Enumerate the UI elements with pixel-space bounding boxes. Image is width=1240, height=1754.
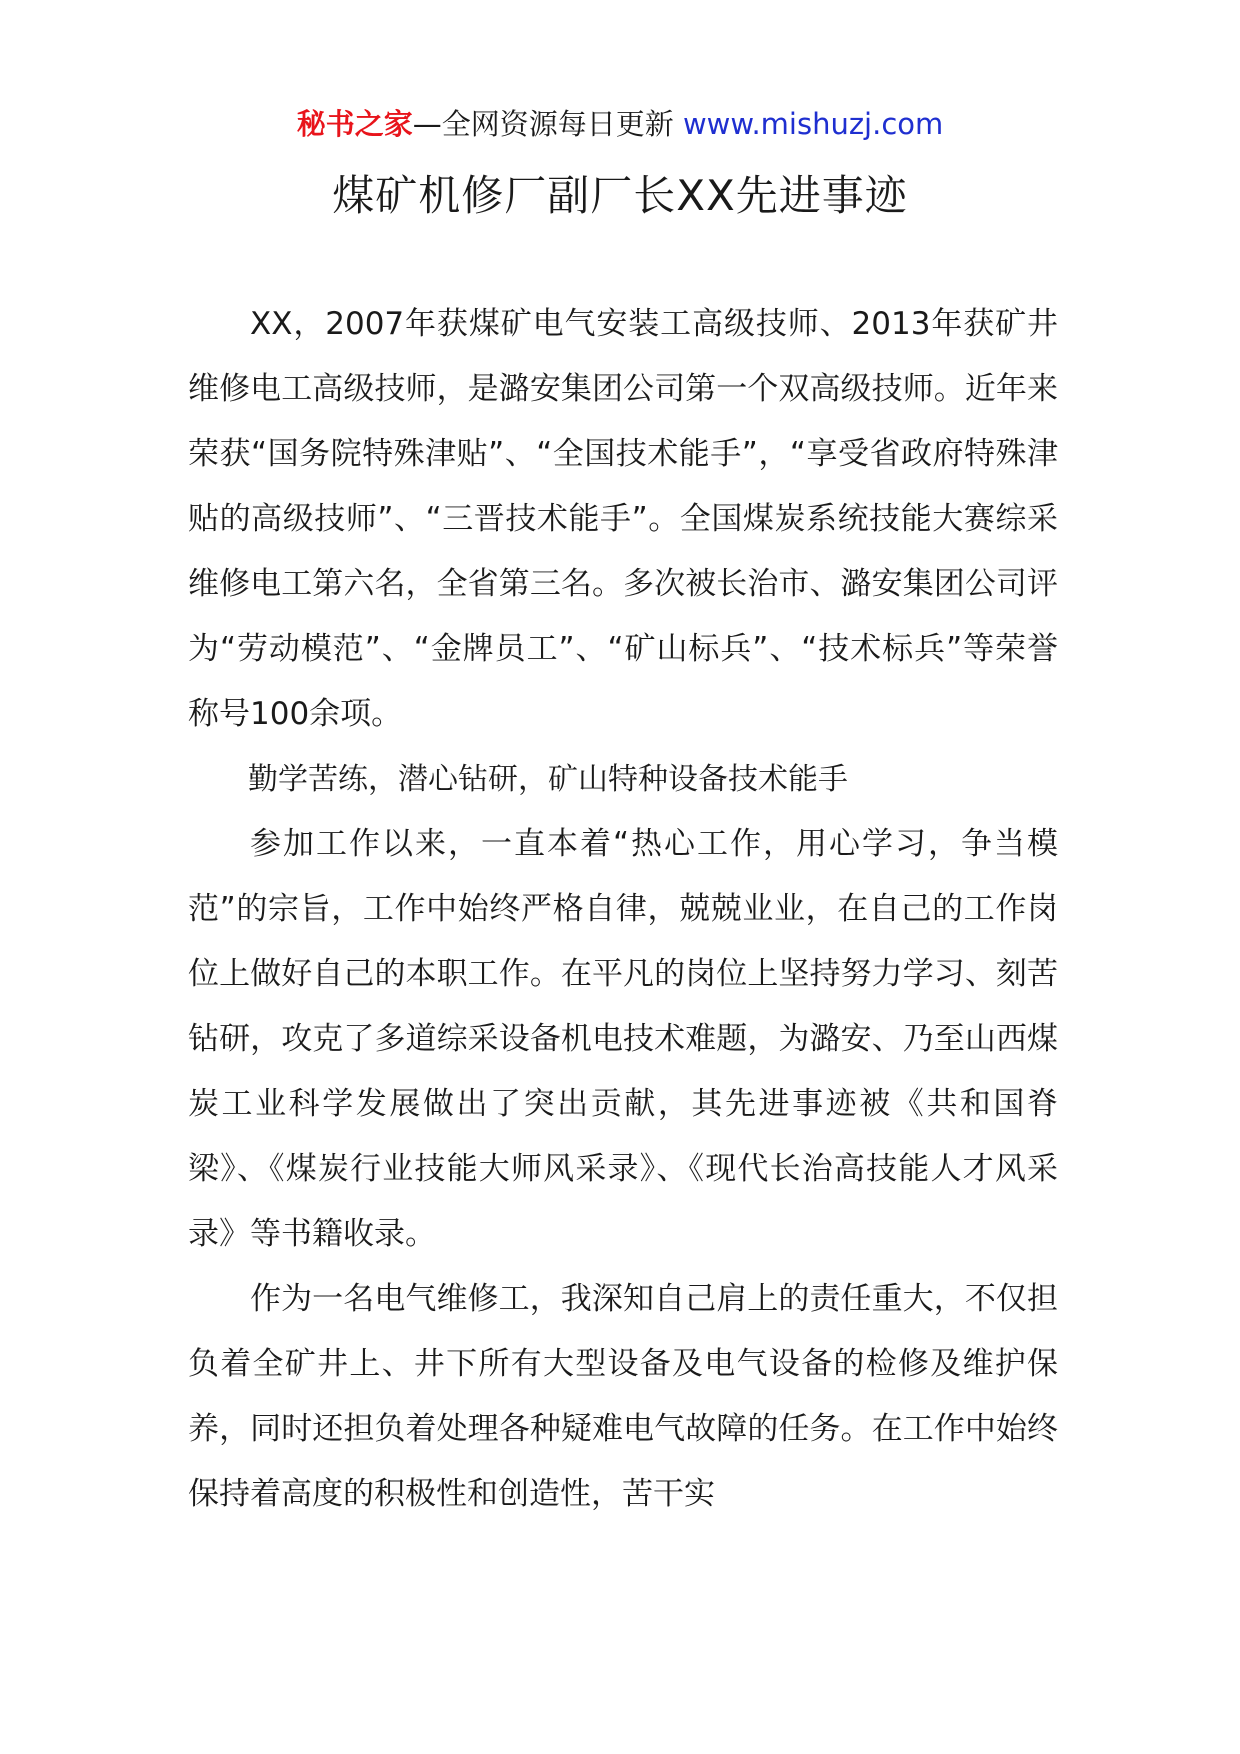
document-body bbox=[188, 292, 1058, 1527]
header-slogan: —全网资源每日更新 bbox=[412, 107, 674, 141]
site-header bbox=[0, 104, 1240, 144]
brand-name: 秘书之家 bbox=[296, 107, 413, 141]
paragraph-duty: 作为一名电气维修工，我深知自己肩上的责任重大，不仅担负着全矿井上、井下所有大型设备及电气设备的检修及维护保养，同时还担负着处理各种疑难电气故障的任务。在工作中始终保持着高度的积极性和创造性，苦干实 bbox=[188, 1281, 1058, 1512]
document-title: 煤矿机修厂副厂长XX先进事迹 bbox=[332, 171, 908, 220]
section-subheading: 勤学苦练，潜心钻研，矿山特种设备技术能手 bbox=[248, 762, 848, 797]
paragraph-intro: XX，2007年获煤矿电气安装工高级技师、2013年获矿井维修电工高级技师，是潞安集团公司第一个双高级技师。近年来荣获“国务院特殊津贴”、“全国技术能手”，“享受省政府特殊津贴的高级技师”、“三晋技术能手”。全国煤炭系统技能大赛综采维修电工第六名，全省第三名。多次被长治市、潞安集团公司评为“劳动模范”、“金牌员工”、“矿山标兵”、“技术标兵”等荣誉称号100余项。 bbox=[188, 306, 1058, 732]
site-url[interactable]: www.mishuzj.com bbox=[682, 107, 944, 141]
paragraph-work: 参加工作以来，一直本着“热心工作，用心学习，争当模范”的宗旨，工作中始终严格自律，兢兢业业，在自己的工作岗位上做好自己的本职工作。在平凡的岗位上坚持努力学习、刻苦钻研，攻克了多道综采设备机电技术难题，为潞安、乃至山西煤炭工业科学发展做出了突出贡献，其先进事迹被《共和国脊梁》、《煤炭行业技能大师风采录》、《现代长治高技能人才风采录》等书籍收录。 bbox=[188, 826, 1058, 1252]
